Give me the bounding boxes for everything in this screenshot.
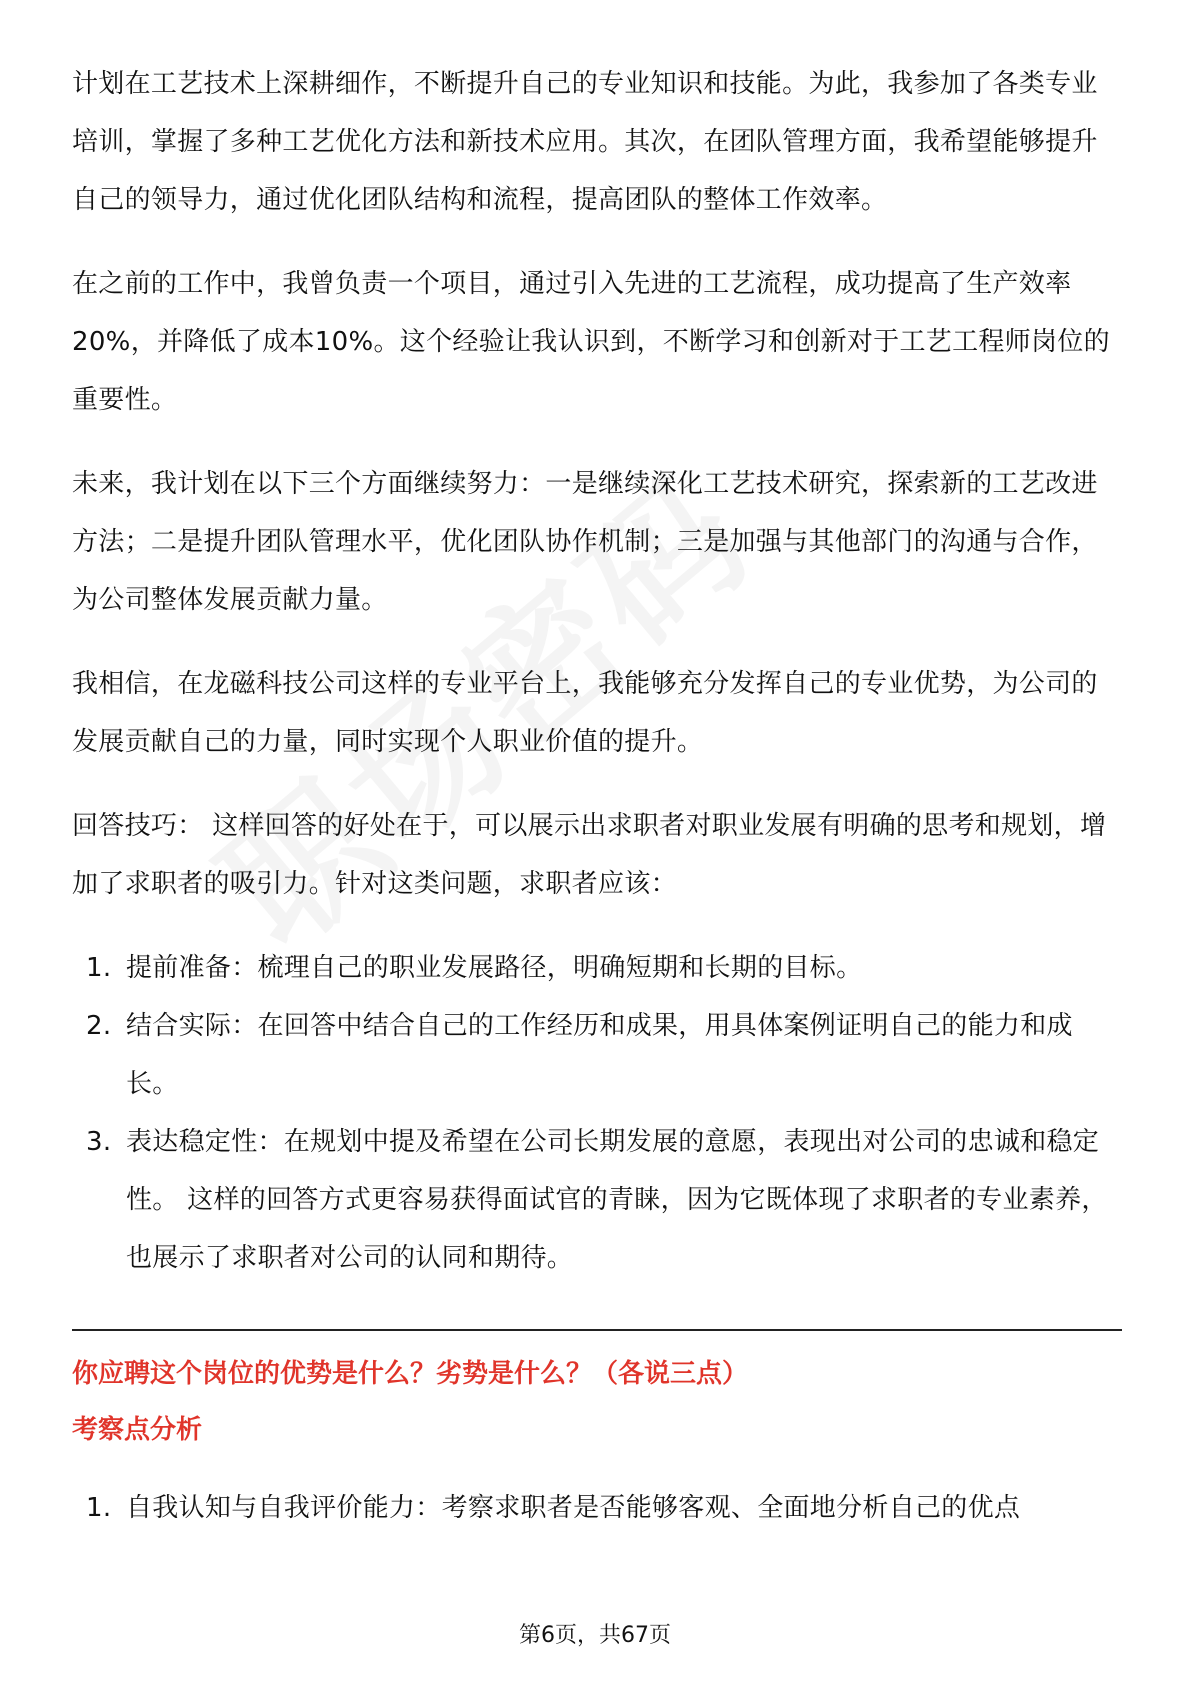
tips-list xyxy=(72,939,1122,1287)
paragraph-future: 未来，我计划在以下三个方面继续努力：一是继续深化工艺技术研究，探索新的工艺改进方法；二是提升团队管理水平，优化团队协作机制；三是加强与其他部门的沟通与合作，为公司整体发展贡献力量。 xyxy=(72,469,1098,615)
page-content xyxy=(72,55,1122,1537)
page-footer: 第6页，共67页 xyxy=(519,1623,671,1648)
list-item-text: 提前准备：梳理自己的职业发展路径，明确短期和长期的目标。 xyxy=(126,953,863,983)
list-item xyxy=(72,997,1122,1113)
section-divider xyxy=(72,1329,1122,1331)
analysis-list xyxy=(72,1479,1122,1537)
paragraph-plan: 计划在工艺技术上深耕细作，不断提升自己的专业知识和技能。为此，我参加了各类专业培训，掌握了多种工艺优化方法和新技术应用。其次，在团队管理方面，我希望能够提升自己的领导力，通过优化团队结构和流程，提高团队的整体工作效率。 xyxy=(72,69,1098,215)
list-item-text: 表达稳定性：在规划中提及希望在公司长期发展的意愿，表现出对公司的忠诚和稳定性。 这样的回答方式更容易获得面试官的青睐，因为它既体现了求职者的专业素养，也展示了求职者对公司的认同和期待。 xyxy=(126,1127,1108,1273)
paragraph-belief: 我相信，在龙磁科技公司这样的专业平台上，我能够充分发挥自己的专业优势，为公司的发展贡献自己的力量，同时实现个人职业价值的提升。 xyxy=(72,669,1098,757)
list-item xyxy=(72,1113,1122,1287)
list-item xyxy=(72,1479,1122,1537)
list-number: 1. xyxy=(86,1493,112,1523)
question-heading: 你应聘这个岗位的优势是什么？劣势是什么？（各说三点） xyxy=(72,1359,749,1389)
paragraph-experience: 在之前的工作中，我曾负责一个项目，通过引入先进的工艺流程，成功提高了生产效率20%，并降低了成本10%。这个经验让我认识到，不断学习和创新对于工艺工程师岗位的重要性。 xyxy=(72,269,1110,415)
list-number: 3. xyxy=(86,1127,112,1157)
list-number: 2. xyxy=(86,1011,112,1041)
list-number: 1. xyxy=(86,953,112,983)
list-item-text: 结合实际：在回答中结合自己的工作经历和成果，用具体案例证明自己的能力和成长。 xyxy=(126,1011,1073,1099)
list-item-text: 自我认知与自我评价能力：考察求职者是否能够客观、全面地分析自己的优点 xyxy=(126,1493,1021,1523)
paragraph-answer-tips: 回答技巧： 这样回答的好处在于，可以展示出求职者对职业发展有明确的思考和规划，增加了求职者的吸引力。针对这类问题，求职者应该： xyxy=(72,811,1107,899)
list-item xyxy=(72,939,1122,997)
analysis-heading: 考察点分析 xyxy=(72,1415,203,1445)
